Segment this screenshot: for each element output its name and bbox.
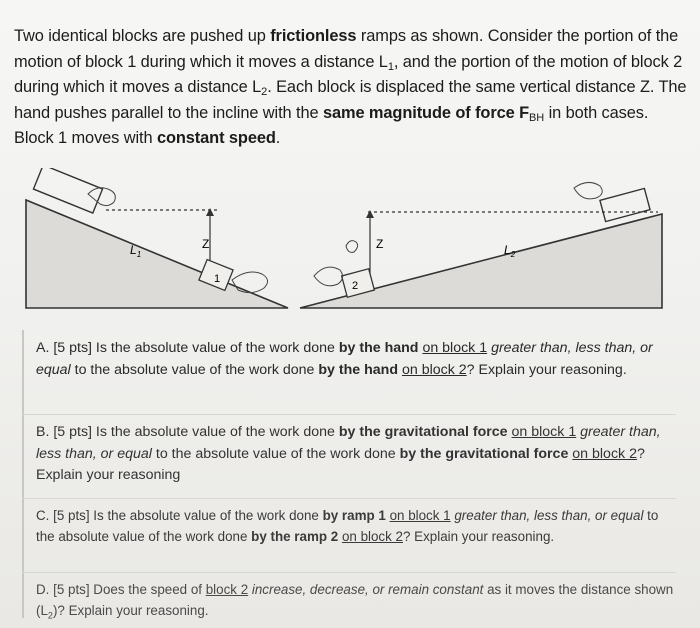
l1-label: $L_1$ xyxy=(130,243,142,259)
problem-statement xyxy=(14,24,690,152)
ramp-1-triangle xyxy=(26,200,288,308)
question-margin-bar xyxy=(22,330,24,618)
question-d: D. [5 pts] Does the speed of block 2 increase, decrease, or remain constant as it moves the distance shown $(L_2)$? Explain your reasoning. xyxy=(36,582,674,621)
intro-bold-constant-speed: constant speed xyxy=(156,129,276,148)
subscript-2: 2 xyxy=(261,86,268,99)
divider xyxy=(22,498,676,499)
l2-label: $L_2$ xyxy=(504,243,516,259)
intro-bold-force: same magnitude of force F xyxy=(322,103,530,122)
intro-text: . xyxy=(275,129,281,148)
z-arrow-head-right xyxy=(366,210,374,218)
question-a: A. [5 pts] Is the absolute value of the work done by the hand on block 1 greater than, less than, or equal to the absolute value of the work done by the hand on block 2? Explain your reasoning. xyxy=(36,340,653,378)
divider xyxy=(22,414,676,415)
pointing-hand-icon xyxy=(346,241,358,253)
z-label-left: Z xyxy=(202,237,210,251)
intro-text: ramps as shown. Consider the portion of the motion of block 1 during which it moves a distance L xyxy=(14,27,679,71)
question-c: C. [5 pts] Is the absolute value of the work done by ramp 1 on block 1 greater than, less than, or equal to the absolute value of the work done by the ramp 2 on block 2? Explain your reasoning. xyxy=(36,508,659,544)
ramps-figure xyxy=(18,168,674,320)
block-1-label: 1 xyxy=(214,273,221,285)
hand-icon-top-right xyxy=(574,182,602,198)
z-label-right: Z xyxy=(376,237,384,251)
ramp-1 xyxy=(26,168,288,308)
intro-bold-frictionless: frictionless xyxy=(270,27,357,45)
divider xyxy=(22,572,676,573)
hand-icon-bottom-right xyxy=(314,267,343,286)
block-2-top-outline xyxy=(600,188,650,221)
ramp-2 xyxy=(300,182,662,308)
block-2-label: 2 xyxy=(352,280,359,292)
intro-text: Two identical blocks are pushed up xyxy=(14,27,271,45)
intro-text: in both cases. Block 1 moves with xyxy=(14,103,649,148)
hand-icon-bottom-left xyxy=(232,272,268,293)
intro-text: . Each block is displaced the same vertical distance Z. The hand pushes parallel to the incline with the xyxy=(14,78,687,122)
z-arrow-head-left xyxy=(206,208,214,216)
question-b: B. [5 pts] Is the absolute value of the work done by the gravitational force on block 1 greater than, less than, or equal to the absolute value of the work done by the gravitational force on block 2? Explain your reasoning xyxy=(36,424,661,483)
subscript-bh: BH xyxy=(529,111,545,124)
subscript-1: 1 xyxy=(387,60,394,73)
intro-text: , and the portion of the motion of block 2 during which it moves a distance L xyxy=(14,52,683,97)
